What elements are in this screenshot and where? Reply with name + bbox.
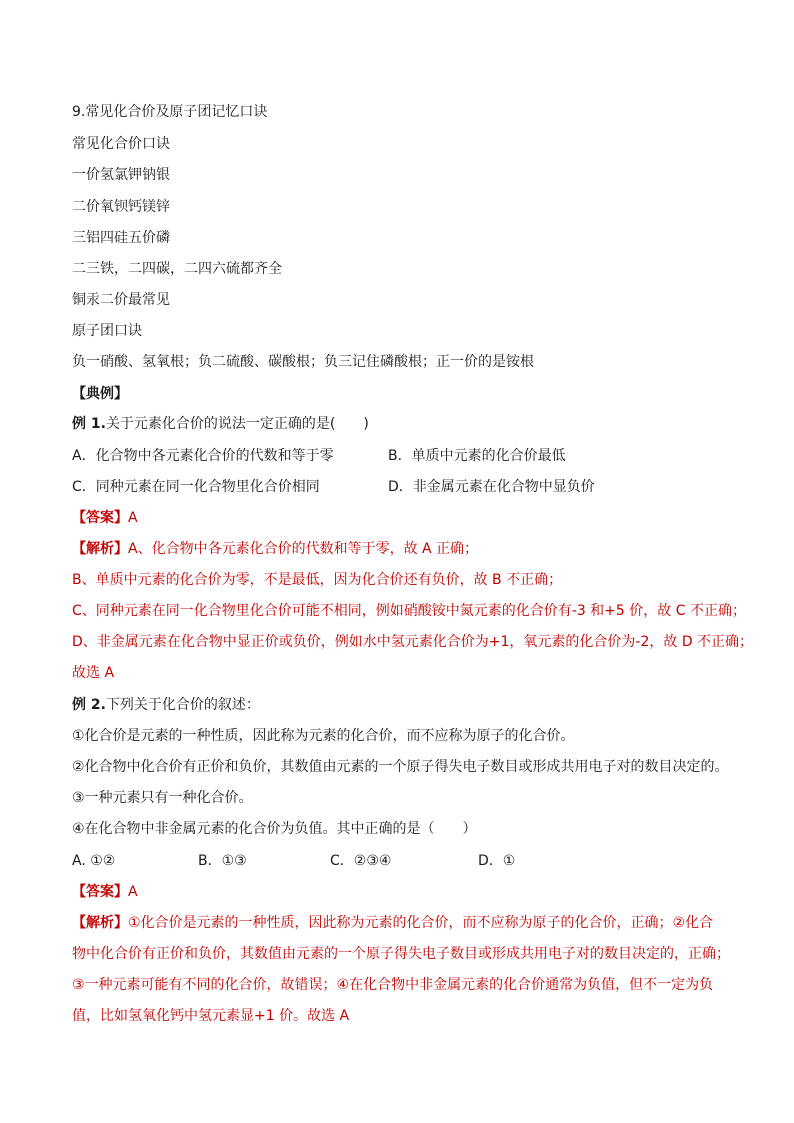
- example-2-option-c: C．②③④: [330, 853, 392, 869]
- example-1-option-a: A．化合物中各元素化合价的代数和等于零: [72, 448, 334, 464]
- example-2-option-b: B．①③: [198, 853, 247, 869]
- analysis-label: 【解析】: [72, 541, 128, 557]
- example-2-option-a: A. ①②: [72, 853, 116, 869]
- answer-label: 【答案】: [72, 884, 128, 900]
- example-2-analysis-line: 【解析】①化合价是元素的一种性质，因此称为元素的化合价，而不应称为原子的化合价，正确；②化合: [72, 915, 714, 931]
- example-2-question: [72, 695, 754, 715]
- example-2-answer: [72, 882, 754, 902]
- example-2-statement: ②化合物中化合价有正价和负价，其数值由元素的一个原子得失电子数目或形成共用电子对的数目决定的。: [72, 759, 729, 775]
- example-1-question: [72, 414, 754, 434]
- example-2-analysis-line: 值，比如氢氧化钙中氢元素显+1 价。故选 A: [72, 1008, 350, 1024]
- answer-value: A: [128, 884, 138, 900]
- valence-rhyme-line: 二价氧钡钙镁锌: [72, 199, 170, 215]
- example-2-question-text: 下列关于化合价的叙述：: [105, 697, 260, 713]
- example-1-analysis-line: 【解析】A、化合物中各元素化合价的代数和等于零，故 A 正确；: [72, 541, 479, 557]
- example-2-analysis-line: 物中化合价有正价和负价，其数值由元素的一个原子得失电子数目或形成共用电子对的数目决定的，正确；: [72, 946, 730, 962]
- answer-label: 【答案】: [72, 510, 128, 526]
- example-1-question-text: 关于元素化合价的说法一定正确的是( ): [105, 416, 369, 432]
- valence-rhyme-line: 一价氢氯钾钠银: [72, 167, 170, 183]
- example-label: 【典例】: [72, 386, 128, 402]
- example-1-answer: [72, 508, 754, 528]
- valence-rhyme-line: 铜汞二价最常见: [72, 292, 170, 308]
- valence-rhyme-title: 常见化合价口诀: [72, 136, 170, 152]
- example-2-statement: ③一种元素只有一种化合价。: [72, 790, 253, 806]
- group-rhyme: 负一硝酸、氢氧根；负二硫酸、碳酸根；负三记住磷酸根；正一价的是铵根: [72, 354, 534, 370]
- answer-value: A: [128, 510, 138, 526]
- example-1-label: 例 1.: [72, 416, 106, 432]
- section-title: 9.常见化合价及原子团记忆口诀: [72, 104, 268, 120]
- example-1-analysis-line: B、单质中元素的化合价为零，不是最低，因为化合价还有负价，故 B 不正确；: [72, 572, 563, 588]
- example-1-analysis-line: C、同种元素在同一化合物里化合价可能不相同，例如硝酸铵中氮元素的化合价有-3 和+5 价，故 C 不正确；: [72, 603, 746, 619]
- valence-rhyme-line: 二三铁，二四碳，二四六硫都齐全: [72, 261, 282, 277]
- group-rhyme-title: 原子团口诀: [72, 323, 142, 339]
- example-1-analysis-line: 故选 A: [72, 665, 115, 681]
- example-2-option-d: D．①: [478, 853, 516, 869]
- example-1-analysis-line: D、非金属元素在化合物中显正价或负价，例如水中氢元素化合价为+1，氧元素的化合价为-2，故 D 不正确；: [72, 634, 754, 650]
- analysis-label: 【解析】: [72, 915, 128, 931]
- example-1-option-d: D．非金属元素在化合物中显负价: [388, 479, 595, 495]
- valence-rhyme-line: 三铝四硅五价磷: [72, 230, 170, 246]
- example-1-option-c: C．同种元素在同一化合物里化合价相同: [72, 479, 320, 495]
- example-2-analysis-line: ③一种元素可能有不同的化合价，故错误；④在化合物中非金属元素的化合价通常为负值，但不一定为负: [72, 977, 714, 993]
- example-2-label: 例 2.: [72, 697, 106, 713]
- example-2-statement: ①化合价是元素的一种性质，因此称为元素的化合价，而不应称为原子的化合价。: [72, 728, 575, 744]
- example-2-statement: ④在化合物中非金属元素的化合价为负值。其中正确的是（ ）: [72, 821, 477, 837]
- example-1-option-b: B．单质中元素的化合价最低: [388, 448, 566, 464]
